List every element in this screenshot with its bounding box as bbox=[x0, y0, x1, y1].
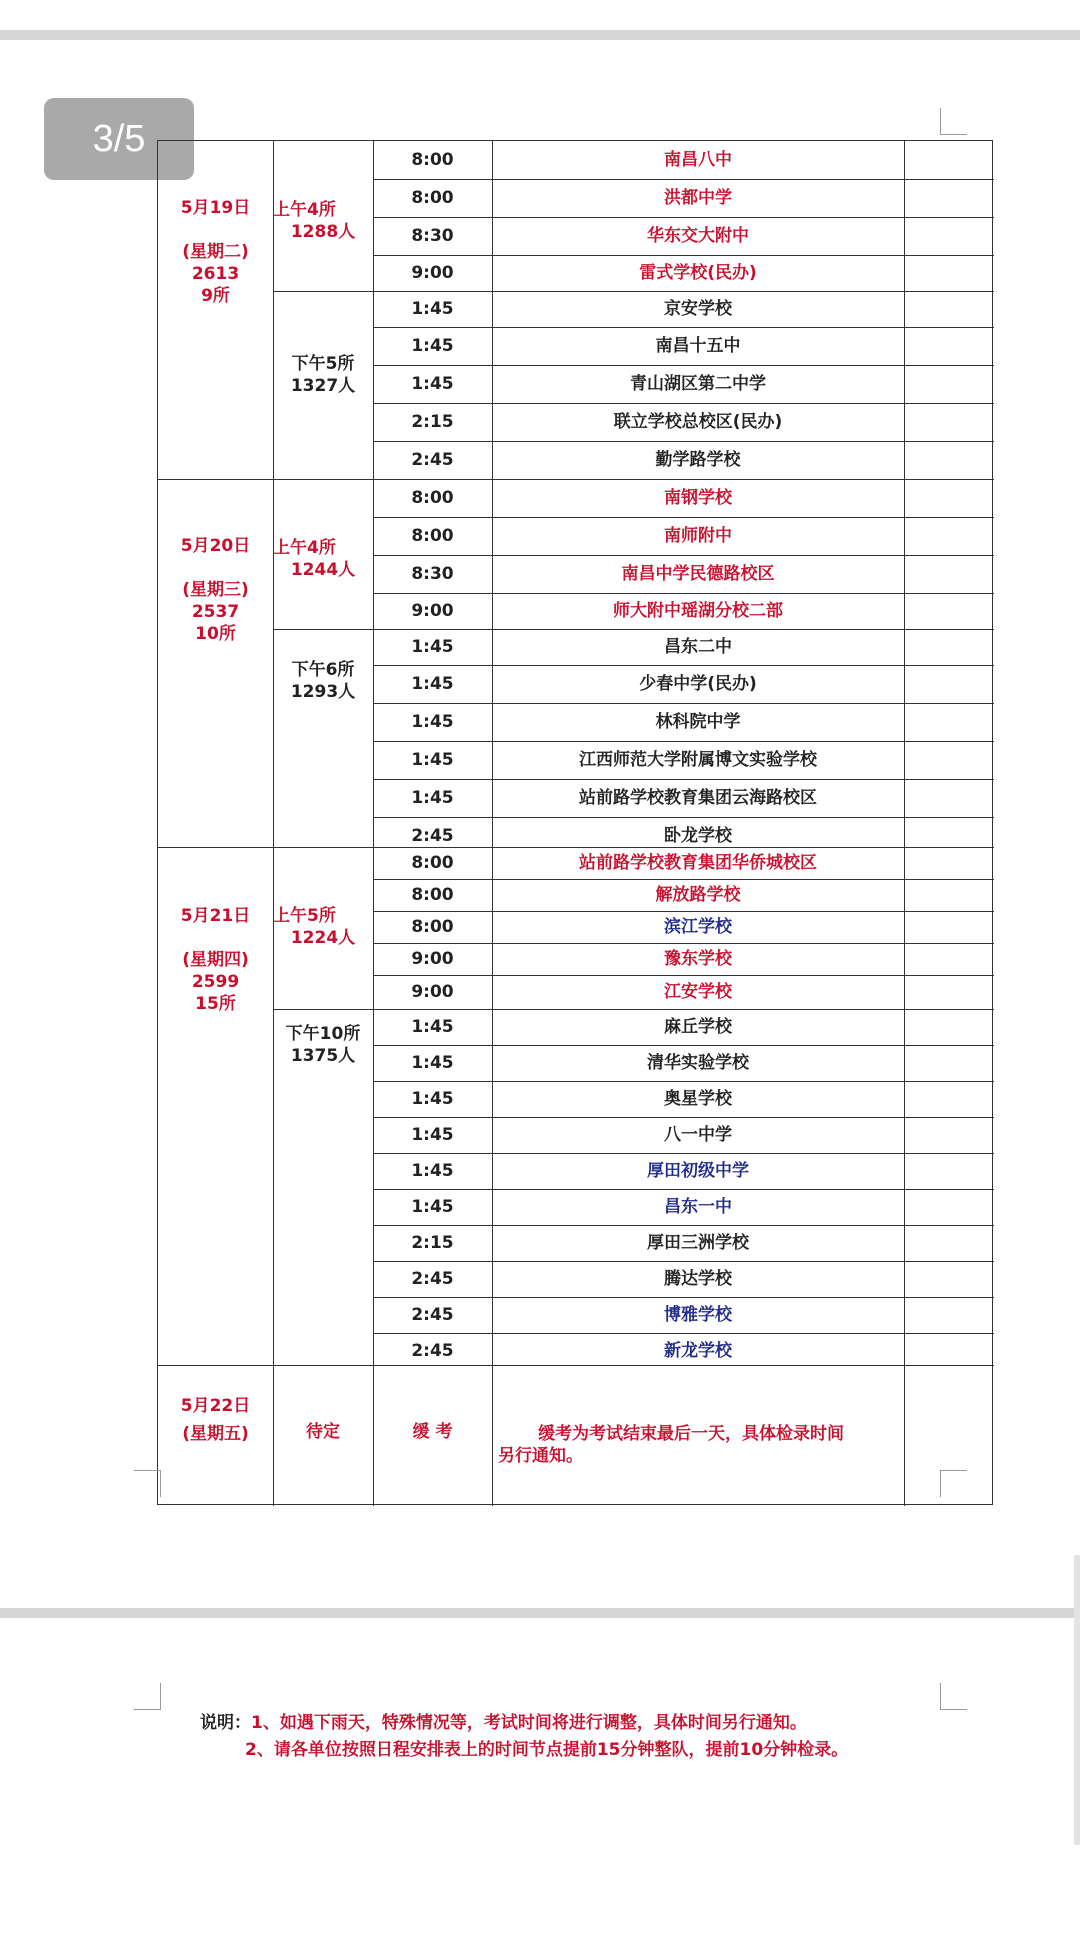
school-cell: 清华实验学校 bbox=[647, 1053, 749, 1073]
school-cell: 南钢学校 bbox=[664, 488, 732, 508]
table-row bbox=[373, 1117, 994, 1153]
date-label: 5月21日 bbox=[180, 906, 251, 926]
time-cell: 8:00 bbox=[411, 188, 454, 208]
time-cell: 2:45 bbox=[411, 1341, 454, 1361]
table-row bbox=[373, 741, 994, 779]
school-cell: 洪都中学 bbox=[664, 188, 732, 208]
row-divider bbox=[373, 817, 994, 818]
time-cell: 1:45 bbox=[411, 336, 454, 356]
school-cell: 江西师范大学附属博文实验学校 bbox=[579, 750, 817, 770]
row-divider bbox=[373, 1225, 994, 1226]
note-line-1 bbox=[200, 1710, 848, 1737]
session-name: 上午5所 bbox=[273, 906, 336, 926]
time-cell: 9:00 bbox=[411, 982, 454, 1002]
row-divider bbox=[373, 365, 994, 366]
row-divider bbox=[373, 1333, 994, 1334]
note-item-1: 1、如遇下雨天，特殊情况等，考试时间将进行调整，具体时间另行通知。 bbox=[251, 1713, 807, 1733]
time-cell: 8:00 bbox=[411, 526, 454, 546]
table-row bbox=[373, 975, 994, 1009]
session-name: 下午6所 bbox=[291, 660, 355, 680]
weekday-label: (星期二) bbox=[182, 242, 249, 262]
school-cell: 师大附中瑶湖分校二部 bbox=[613, 601, 783, 621]
time-cell: 1:45 bbox=[411, 1089, 454, 1109]
time-cell: 8:00 bbox=[411, 885, 454, 905]
row-divider bbox=[373, 291, 994, 292]
schedule-table bbox=[157, 140, 993, 1505]
crop-mark bbox=[940, 1470, 967, 1497]
page-separator bbox=[0, 1608, 1080, 1618]
table-row bbox=[373, 1153, 994, 1189]
session-count: 1288人 bbox=[290, 222, 356, 242]
school-cell: 雷式学校(民办) bbox=[639, 263, 757, 283]
date-cell bbox=[158, 847, 273, 1365]
table-row bbox=[373, 1189, 994, 1225]
table-row bbox=[373, 665, 994, 703]
time-cell: 2:45 bbox=[411, 826, 454, 846]
table-row bbox=[373, 703, 994, 741]
row-divider bbox=[373, 555, 994, 556]
row-divider bbox=[373, 1261, 994, 1262]
row-divider bbox=[373, 1189, 994, 1190]
weekday-label: (星期四) bbox=[182, 950, 249, 970]
school-cell: 厚田三洲学校 bbox=[647, 1233, 749, 1253]
school-cell: 南昌十五中 bbox=[655, 336, 741, 356]
crop-mark bbox=[940, 1683, 967, 1710]
row-divider bbox=[373, 593, 994, 594]
row-divider bbox=[373, 911, 994, 912]
deferred-label: 缓 考 bbox=[412, 1422, 453, 1442]
crop-mark bbox=[134, 1470, 161, 1497]
crop-mark bbox=[134, 1683, 161, 1710]
table-row bbox=[373, 179, 994, 217]
deferred-note bbox=[492, 1365, 904, 1467]
session-divider bbox=[273, 1009, 373, 1010]
deferred-date-cell bbox=[158, 1365, 273, 1506]
school-cell: 解放路学校 bbox=[655, 885, 741, 905]
time-cell: 9:00 bbox=[411, 601, 454, 621]
school-cell: 麻丘学校 bbox=[664, 1017, 732, 1037]
page-edge bbox=[1074, 1555, 1080, 1845]
row-divider bbox=[373, 975, 994, 976]
row-divider bbox=[373, 1297, 994, 1298]
time-cell: 8:30 bbox=[411, 564, 454, 584]
row-divider bbox=[373, 327, 994, 328]
session-count: 1293人 bbox=[290, 682, 356, 702]
school-cell: 联立学校总校区(民办) bbox=[613, 412, 783, 432]
table-row bbox=[373, 1225, 994, 1261]
table-row bbox=[373, 943, 994, 975]
school-cell: 厚田初级中学 bbox=[647, 1161, 749, 1181]
row-divider bbox=[373, 441, 994, 442]
session-name: 上午4所 bbox=[273, 200, 336, 220]
table-row bbox=[373, 217, 994, 255]
table-row bbox=[373, 141, 994, 179]
table-row bbox=[373, 255, 994, 291]
school-cell: 少春中学(民办) bbox=[639, 674, 757, 694]
time-cell: 8:00 bbox=[411, 917, 454, 937]
time-cell: 2:45 bbox=[411, 1305, 454, 1325]
school-cell: 华东交大附中 bbox=[647, 226, 749, 246]
session-name: 上午4所 bbox=[273, 538, 336, 558]
date-label: 5月20日 bbox=[180, 536, 251, 556]
row-divider bbox=[373, 741, 994, 742]
notes-section bbox=[200, 1710, 848, 1764]
school-cell: 腾达学校 bbox=[664, 1269, 732, 1289]
time-cell: 8:00 bbox=[411, 150, 454, 170]
table-row bbox=[373, 911, 994, 943]
date-cell bbox=[158, 141, 273, 479]
row-divider bbox=[373, 779, 994, 780]
deferred-date: 5月22日 bbox=[180, 1396, 251, 1416]
row-divider bbox=[373, 943, 994, 944]
time-cell: 1:45 bbox=[411, 637, 454, 657]
school-cell: 卧龙学校 bbox=[664, 826, 732, 846]
session-cell bbox=[273, 629, 373, 847]
time-cell: 1:45 bbox=[411, 712, 454, 732]
time-cell: 8:30 bbox=[411, 226, 454, 246]
row-divider bbox=[373, 403, 994, 404]
school-cell: 奥星学校 bbox=[664, 1089, 732, 1109]
table-row bbox=[373, 779, 994, 817]
time-cell: 1:45 bbox=[411, 1125, 454, 1145]
table-row bbox=[373, 1009, 994, 1045]
table-row bbox=[373, 517, 994, 555]
table-row bbox=[373, 479, 994, 517]
school-cell: 南昌中学民德路校区 bbox=[621, 564, 775, 584]
school-count: 9所 bbox=[201, 286, 230, 306]
school-cell: 站前路学校教育集团云海路校区 bbox=[579, 788, 817, 808]
table-row bbox=[373, 1081, 994, 1117]
school-cell: 昌东二中 bbox=[664, 637, 732, 657]
total-count: 2599 bbox=[191, 972, 240, 992]
session-cell bbox=[273, 141, 373, 291]
table-row bbox=[373, 403, 994, 441]
table-row bbox=[373, 327, 994, 365]
notes-label: 说明： bbox=[200, 1713, 251, 1733]
school-cell: 南师附中 bbox=[664, 526, 732, 546]
session-count: 1327人 bbox=[290, 376, 356, 396]
table-row bbox=[373, 1045, 994, 1081]
school-cell: 勤学路学校 bbox=[655, 450, 741, 470]
session-cell bbox=[273, 1009, 373, 1365]
session-count: 1375人 bbox=[290, 1046, 356, 1066]
table-row bbox=[373, 555, 994, 593]
time-cell: 1:45 bbox=[411, 1053, 454, 1073]
session-cell bbox=[273, 847, 373, 1009]
row-divider bbox=[373, 1153, 994, 1154]
top-separator bbox=[0, 30, 1080, 40]
time-cell: 2:45 bbox=[411, 1269, 454, 1289]
table-row bbox=[373, 593, 994, 629]
time-cell: 9:00 bbox=[411, 263, 454, 283]
row-divider bbox=[373, 1117, 994, 1118]
total-count: 2537 bbox=[191, 602, 240, 622]
school-cell: 豫东学校 bbox=[664, 949, 732, 969]
session-name: 下午10所 bbox=[285, 1024, 361, 1044]
time-cell: 1:45 bbox=[411, 750, 454, 770]
time-cell: 8:00 bbox=[411, 853, 454, 873]
session-count: 1244人 bbox=[290, 560, 356, 580]
row-divider bbox=[373, 665, 994, 666]
table-row bbox=[373, 879, 994, 911]
row-divider bbox=[373, 255, 994, 256]
school-count: 10所 bbox=[195, 624, 236, 644]
note-item-2: 2、请各单位按照日程安排表上的时间节点提前15分钟整队，提前10分钟检录。 bbox=[245, 1740, 849, 1760]
school-cell: 青山湖区第二中学 bbox=[630, 374, 766, 394]
row-divider bbox=[373, 879, 994, 880]
school-cell: 江安学校 bbox=[664, 982, 732, 1002]
time-cell: 1:45 bbox=[411, 1161, 454, 1181]
school-cell: 八一中学 bbox=[664, 1125, 732, 1145]
row-divider bbox=[373, 703, 994, 704]
time-cell: 1:45 bbox=[411, 674, 454, 694]
deferred-weekday: (星期五) bbox=[182, 1424, 249, 1444]
date-cell bbox=[158, 479, 273, 847]
time-cell: 1:45 bbox=[411, 299, 454, 319]
time-cell: 1:45 bbox=[411, 1017, 454, 1037]
date-label: 5月19日 bbox=[180, 198, 251, 218]
school-cell: 站前路学校教育集团华侨城校区 bbox=[579, 853, 817, 873]
table-row bbox=[373, 441, 994, 479]
page-indicator: 3/5 bbox=[44, 98, 194, 180]
deferred-note-line2: 另行通知。 bbox=[498, 1446, 583, 1466]
time-cell: 1:45 bbox=[411, 788, 454, 808]
time-cell: 2:15 bbox=[411, 1233, 454, 1253]
time-cell: 8:00 bbox=[411, 488, 454, 508]
school-cell: 滨江学校 bbox=[664, 917, 732, 937]
weekday-label: (星期三) bbox=[182, 580, 249, 600]
row-divider bbox=[373, 517, 994, 518]
school-cell: 昌东一中 bbox=[664, 1197, 732, 1217]
crop-mark bbox=[940, 108, 967, 135]
row-divider bbox=[373, 1081, 994, 1082]
session-cell bbox=[273, 479, 373, 629]
row-divider bbox=[373, 629, 994, 630]
school-cell: 京安学校 bbox=[664, 299, 732, 319]
row-divider bbox=[373, 179, 994, 180]
row-divider bbox=[373, 1045, 994, 1046]
school-cell: 林科院中学 bbox=[655, 712, 741, 732]
table-row bbox=[373, 629, 994, 665]
row-divider bbox=[373, 217, 994, 218]
session-count: 1224人 bbox=[290, 928, 356, 948]
table-row bbox=[373, 365, 994, 403]
total-count: 2613 bbox=[191, 264, 240, 284]
table-row bbox=[373, 1333, 994, 1369]
row-divider bbox=[373, 1009, 994, 1010]
table-row bbox=[373, 291, 994, 327]
school-cell: 新龙学校 bbox=[664, 1341, 732, 1361]
time-cell: 2:15 bbox=[411, 412, 454, 432]
time-cell: 9:00 bbox=[411, 949, 454, 969]
school-cell: 南昌八中 bbox=[664, 150, 732, 170]
time-cell: 1:45 bbox=[411, 1197, 454, 1217]
deferred-session: 待定 bbox=[306, 1422, 340, 1442]
school-cell: 博雅学校 bbox=[664, 1305, 732, 1325]
table-row bbox=[373, 1261, 994, 1297]
time-cell: 1:45 bbox=[411, 374, 454, 394]
session-cell bbox=[273, 291, 373, 479]
session-name: 下午5所 bbox=[291, 354, 355, 374]
table-row bbox=[373, 847, 994, 879]
deferred-note-line1: 缓考为考试结束最后一天，具体检录时间 bbox=[538, 1424, 844, 1444]
school-count: 15所 bbox=[195, 994, 236, 1014]
time-cell: 2:45 bbox=[411, 450, 454, 470]
table-row bbox=[373, 1297, 994, 1333]
